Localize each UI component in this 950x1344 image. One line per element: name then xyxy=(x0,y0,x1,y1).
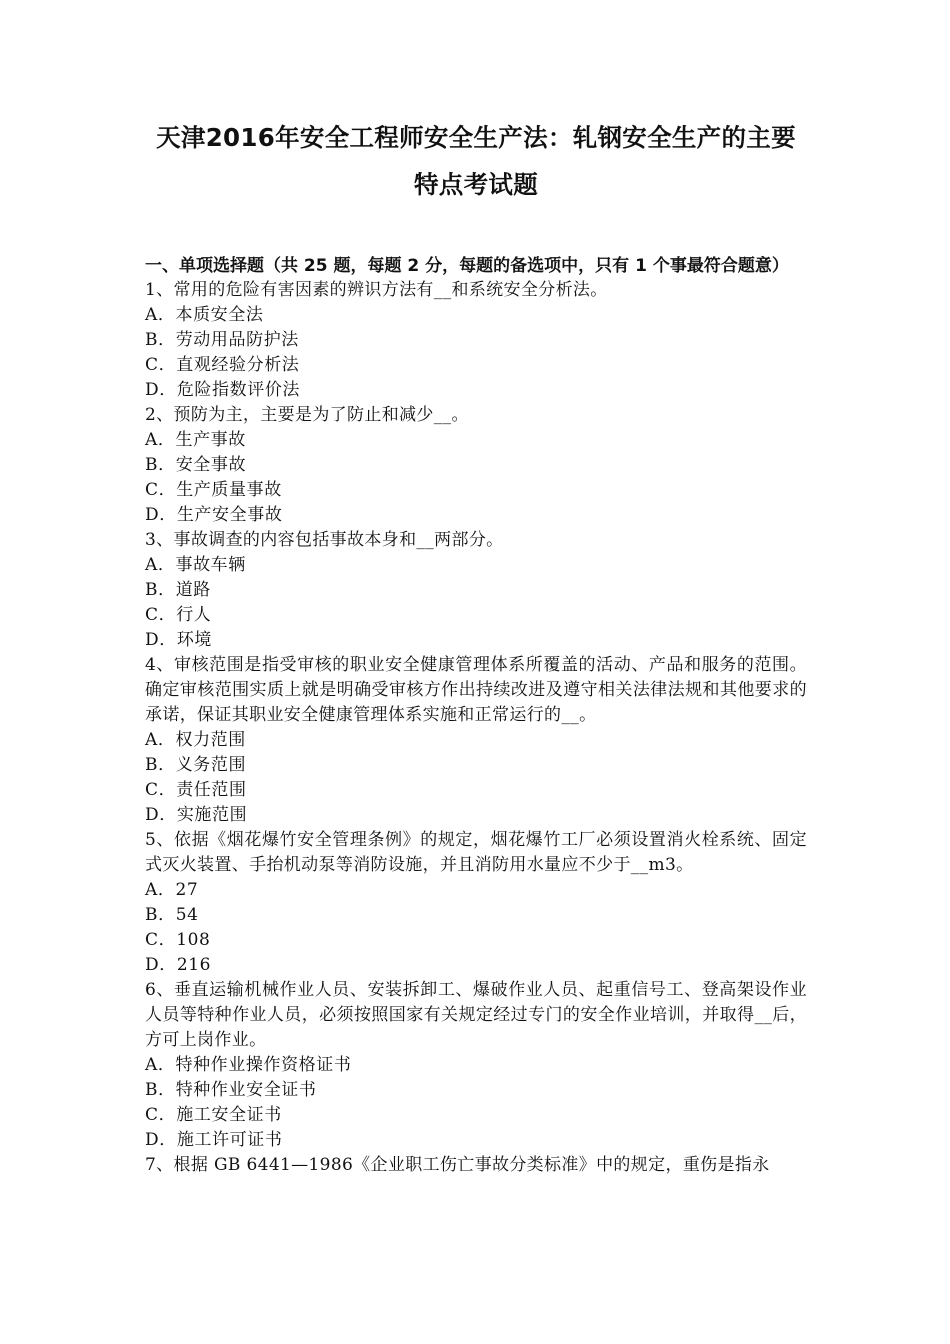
answer-option: C．责任范围 xyxy=(145,780,247,800)
answer-option: D．生产安全事故 xyxy=(145,505,283,525)
answer-option: D．实施范围 xyxy=(145,805,248,825)
answer-option: C．施工安全证书 xyxy=(145,1105,282,1125)
document-page xyxy=(145,0,807,1178)
question-stem: 3、事故调查的内容包括事故本身和__两部分。 xyxy=(145,530,504,550)
question-item xyxy=(145,278,807,403)
question-item xyxy=(145,403,807,528)
answer-option: D．危险指数评价法 xyxy=(145,380,301,400)
answer-option: C．直观经验分析法 xyxy=(145,355,300,375)
question-stem: 2、预防为主，主要是为了防止和减少__。 xyxy=(145,405,469,425)
question-item xyxy=(145,1153,807,1178)
answer-option: B．劳动用品防护法 xyxy=(145,330,299,350)
answer-option: D．环境 xyxy=(145,630,213,650)
answer-option: B．安全事故 xyxy=(145,455,247,475)
answer-option: B．54 xyxy=(145,905,199,925)
answer-option: D．216 xyxy=(145,955,212,975)
answer-option: B．特种作业安全证书 xyxy=(145,1080,317,1100)
question-item xyxy=(145,978,807,1153)
question-item xyxy=(145,828,807,978)
question-item xyxy=(145,528,807,653)
answer-option: C．108 xyxy=(145,930,211,950)
question-stem: 4、审核范围是指受审核的职业安全健康管理体系所覆盖的活动、产品和服务的范围。确定审核范围实质上就是明确受审核方作出持续改进及遵守相关法律法规和其他要求的承诺，保证其职业安全健康管理体系实施和正常运行的__。 xyxy=(145,655,807,725)
answer-option: C．生产质量事故 xyxy=(145,480,282,500)
answer-option: A．27 xyxy=(145,880,199,900)
question-item xyxy=(145,653,807,828)
question-stem: 6、垂直运输机械作业人员、安装拆卸工、爆破作业人员、起重信号工、登高架设作业人员等特种作业人员，必须按照国家有关规定经过专门的安全作业培训，并取得__后，方可上岗作业。 xyxy=(145,980,807,1050)
answer-option: A．生产事故 xyxy=(145,430,246,450)
question-stem: 1、常用的危险有害因素的辨识方法有__和系统安全分析法。 xyxy=(145,280,608,300)
answer-option: A．本质安全法 xyxy=(145,305,264,325)
question-list xyxy=(145,278,807,1178)
document-title: 天津2016年安全工程师安全生产法：轧钢安全生产的主要特点考试题 xyxy=(156,123,796,199)
answer-option: B．义务范围 xyxy=(145,755,247,775)
answer-option: D．施工许可证书 xyxy=(145,1130,283,1150)
answer-option: C．行人 xyxy=(145,605,212,625)
question-stem: 7、根据 GB 6441—1986《企业职工伤亡事故分类标准》中的规定，重伤是指永 xyxy=(145,1155,770,1175)
answer-option: A．特种作业操作资格证书 xyxy=(145,1055,352,1075)
question-stem: 5、依据《烟花爆竹安全管理条例》的规定，烟花爆竹工厂必须设置消火栓系统、固定式灭火装置、手抬机动泵等消防设施，并且消防用水量应不少于__m3。 xyxy=(145,830,807,875)
answer-option: A．事故车辆 xyxy=(145,555,246,575)
section-heading: 一、单项选择题（共 25 题，每题 2 分，每题的备选项中，只有 1 个事最符合题意） xyxy=(145,256,789,276)
answer-option: B．道路 xyxy=(145,580,211,600)
answer-option: A．权力范围 xyxy=(145,730,246,750)
